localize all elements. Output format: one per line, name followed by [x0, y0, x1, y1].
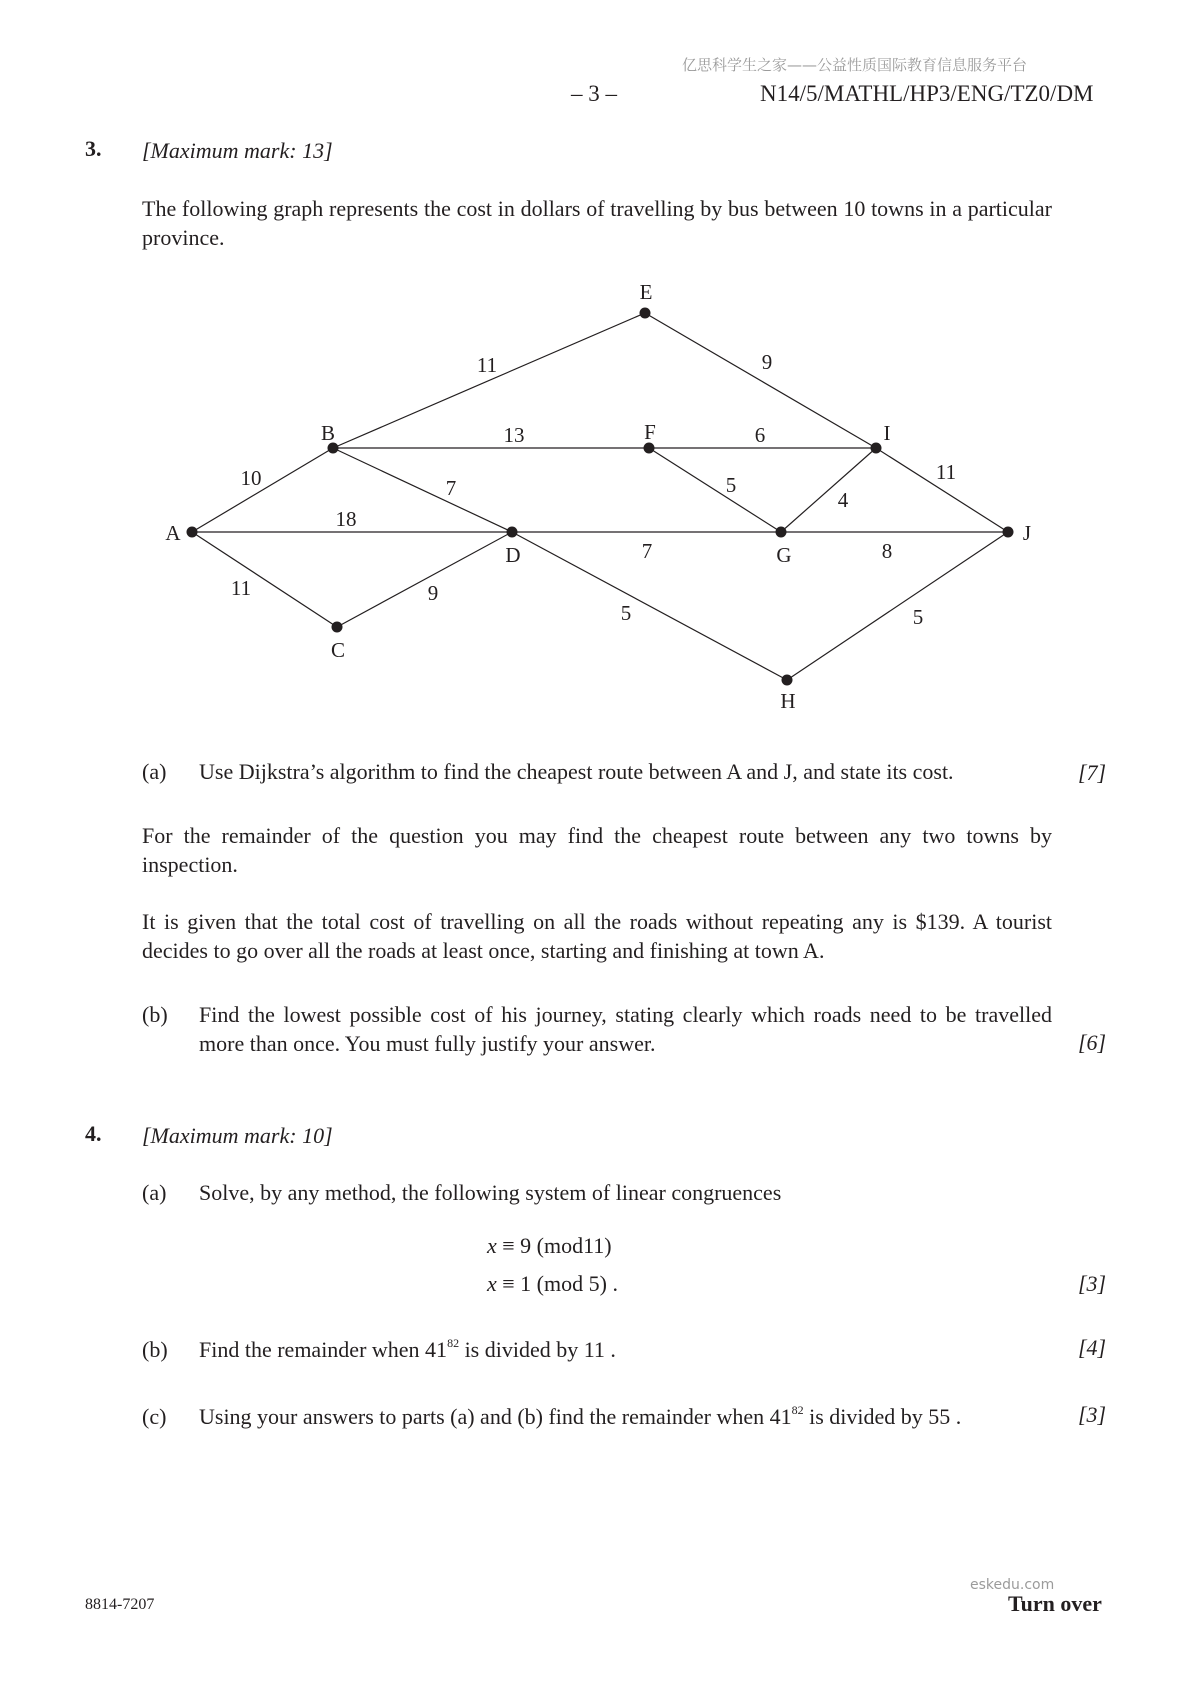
node-label-J: J — [1022, 521, 1032, 545]
bus-cost-graph — [0, 270, 1191, 710]
node-A — [187, 527, 198, 538]
edge-F-G — [649, 448, 781, 532]
question-4-number: 4. — [85, 1121, 102, 1146]
q4-part-c-mark: [3] — [1078, 1402, 1107, 1427]
node-I — [871, 443, 882, 454]
edge-C-D — [337, 532, 512, 627]
q4-part-c-text — [199, 1402, 961, 1432]
edge-A-C — [192, 532, 337, 627]
edge-G-I — [781, 448, 876, 532]
node-J — [1003, 527, 1014, 538]
q3-remainder-text: For the remainder of the question you may find the cheapest route between any two towns by inspection. — [142, 823, 1052, 877]
node-F — [644, 443, 655, 454]
edge-weight-D-H: 5 — [620, 601, 632, 625]
footer-code: 8814-7207 — [85, 1596, 155, 1613]
edge-weight-D-G: 7 — [641, 539, 653, 563]
edge-B-E — [333, 313, 645, 448]
edge-weight-C-D: 9 — [427, 581, 439, 605]
node-label-B: B — [320, 421, 336, 445]
congruence-1-variable: x — [487, 1233, 497, 1258]
edge-weight-F-G: 5 — [725, 473, 737, 497]
edge-B-D — [333, 448, 512, 532]
q4-part-c-text-before: Using your answers to parts (a) and (b) find the remainder when 41 — [199, 1404, 792, 1429]
watermark-text: 亿思科学生之家——公益性质国际教育信息服务平台 — [682, 56, 1028, 74]
edge-weight-A-C: 11 — [230, 576, 252, 600]
q4-part-b-label: (b) — [142, 1337, 168, 1362]
q4-part-c-text-after: is divided by 55 . — [803, 1404, 962, 1429]
edge-weight-B-E: 11 — [476, 353, 498, 377]
node-label-A: A — [165, 521, 181, 545]
congruence-1-rest: ≡ 9 (mod11) — [496, 1233, 612, 1258]
edge-weight-B-D: 7 — [445, 476, 457, 500]
page-number: – 3 – — [571, 81, 617, 106]
q3-part-a-label: (a) — [142, 759, 167, 784]
edge-weight-A-B: 10 — [240, 466, 262, 490]
node-label-C: C — [330, 638, 346, 662]
congruence-2 — [487, 1271, 618, 1297]
q4-part-a-text: Solve, by any method, the following system of linear congruences — [199, 1180, 782, 1205]
q3-part-a-text: Use Dijkstra’s algorithm to find the cheapest route between A and J, and state its cost. — [199, 759, 954, 784]
edge-weight-B-F: 13 — [503, 423, 525, 447]
edge-weight-G-J: 8 — [881, 539, 893, 563]
node-label-G: G — [776, 543, 792, 567]
q4-part-b-text-after: is divided by 11 . — [459, 1337, 616, 1362]
edge-weight-A-D: 18 — [335, 507, 357, 531]
edge-weight-G-I: 4 — [837, 488, 849, 512]
node-label-I: I — [883, 421, 891, 445]
edge-weight-I-J: 11 — [935, 460, 957, 484]
edge-H-J — [787, 532, 1008, 680]
node-G — [776, 527, 787, 538]
edge-weight-H-J: 5 — [912, 605, 924, 629]
paper-code: N14/5/MATHL/HP3/ENG/TZ0/DM — [760, 81, 1094, 106]
turn-over-label: Turn over — [1008, 1591, 1102, 1616]
q4-part-a-mark: [3] — [1078, 1271, 1107, 1296]
q4-part-c-label: (c) — [142, 1404, 167, 1429]
q4-part-b-text-before: Find the remainder when 41 — [199, 1337, 448, 1362]
edge-A-B — [192, 448, 333, 532]
node-C — [332, 622, 343, 633]
q3-part-b-text: Find the lowest possible cost of his journey, stating clearly which roads need to be travelled more than once. You must fully justify your answer. — [199, 1002, 1052, 1056]
edge-weight-F-I: 6 — [754, 423, 766, 447]
node-H — [782, 675, 793, 686]
q4-part-b-mark: [4] — [1078, 1335, 1107, 1360]
question-3-number: 3. — [85, 136, 102, 161]
node-E — [640, 308, 651, 319]
q4-part-b-text — [199, 1335, 616, 1365]
node-label-H: H — [780, 689, 796, 710]
congruence-2-variable: x — [487, 1271, 497, 1296]
question-4-max-mark: [Maximum mark: 10] — [142, 1123, 333, 1148]
q3-given-text: It is given that the total cost of travelling on all the roads without repeating any is $139. A tourist decides to go over all the roads at least once, starting and finishing at town A. — [142, 909, 1052, 963]
question-3-intro: The following graph represents the cost in dollars of travelling by bus between 10 towns in a particular province. — [142, 196, 1052, 250]
footer-site-watermark: eskedu.com — [970, 1577, 1055, 1593]
node-label-E: E — [639, 280, 653, 304]
node-label-D: D — [505, 543, 521, 567]
congruence-2-rest: ≡ 1 (mod 5) . — [496, 1271, 618, 1296]
node-D — [507, 527, 518, 538]
node-label-F: F — [644, 420, 656, 444]
q3-part-b-mark: [6] — [1078, 1030, 1107, 1055]
question-3-max-mark: [Maximum mark: 13] — [142, 138, 333, 163]
q4-part-b-exponent: 82 — [447, 1336, 460, 1350]
q4-part-c-exponent: 82 — [791, 1403, 804, 1417]
q4-part-a-label: (a) — [142, 1180, 167, 1205]
edge-weight-E-I: 9 — [761, 350, 773, 374]
q3-part-b-label: (b) — [142, 1002, 168, 1027]
q3-part-a-mark: [7] — [1078, 760, 1107, 785]
congruence-1 — [487, 1233, 612, 1259]
